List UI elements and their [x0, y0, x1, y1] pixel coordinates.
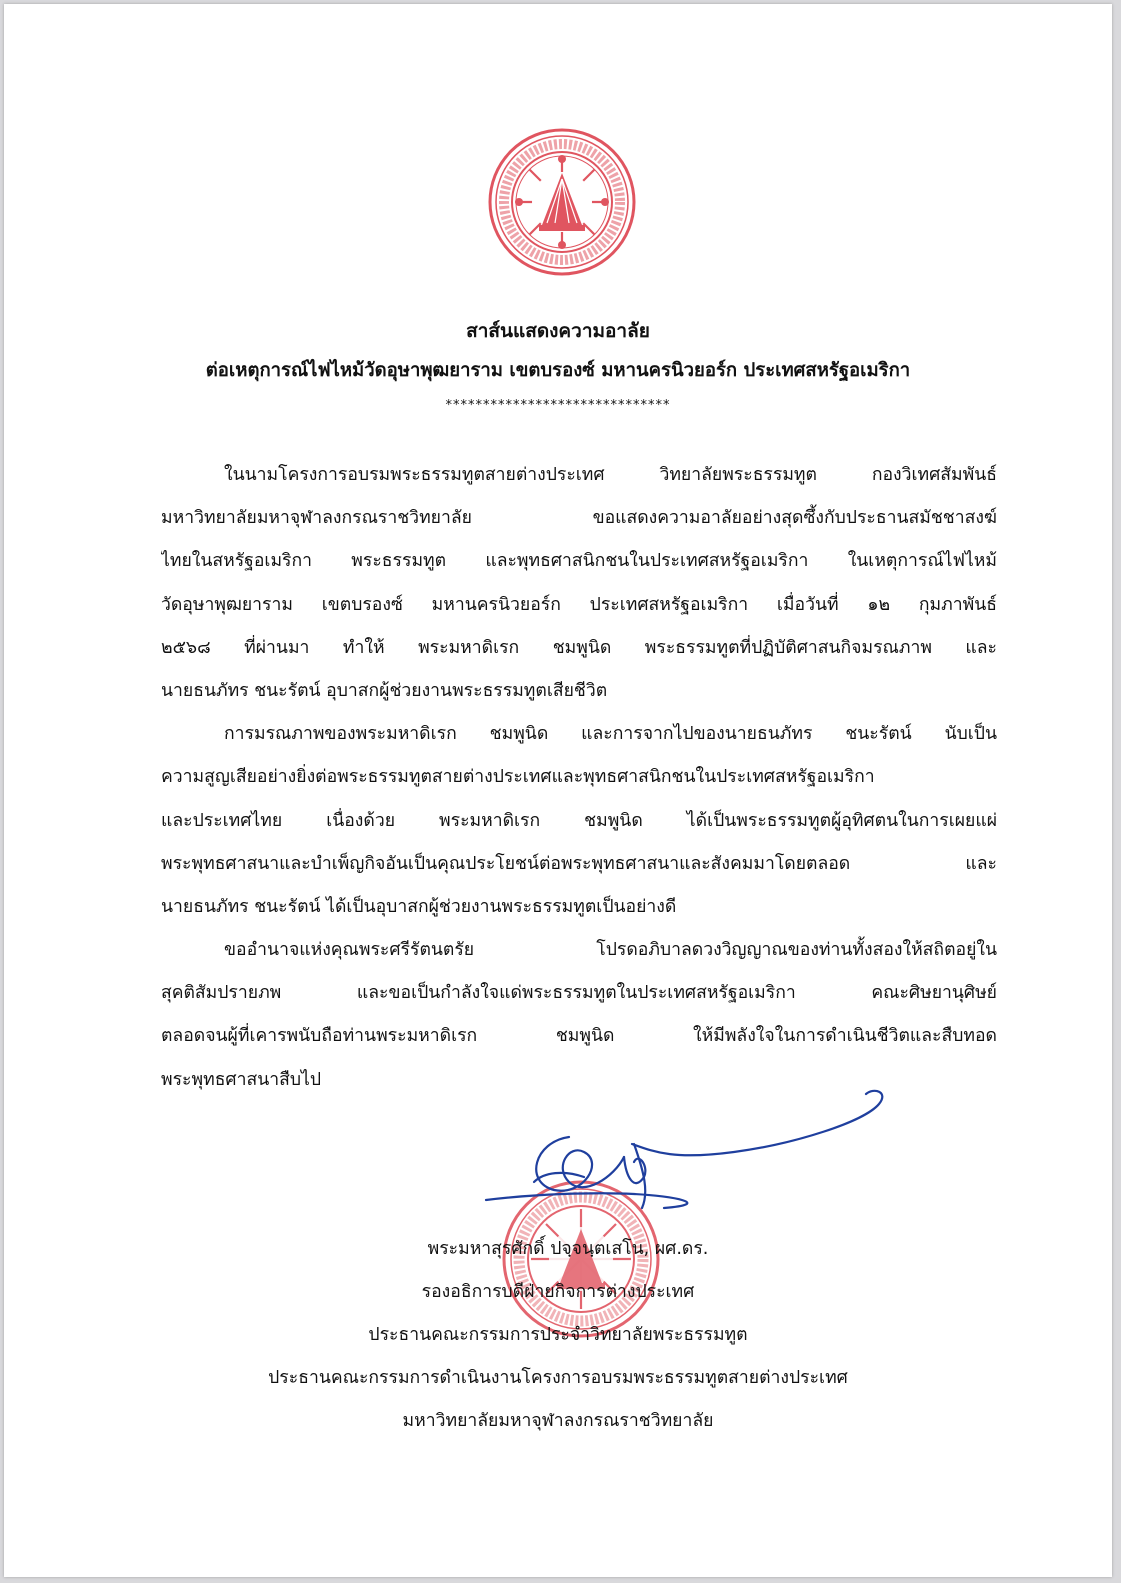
paragraph-line: พระพุทธศาสนาสืบไป [161, 1069, 322, 1090]
paragraph-line: พระพุทธศาสนาและบำเพ็ญกิจอันเป็นคุณประโยชน์ต่อพระพุทธศาสนาและสังคมมาโดยตลอด และ [161, 853, 997, 874]
paragraph-line: นายธนภัทร ชนะรัตน์ ได้เป็นอุบาสกผู้ช่วยงานพระธรรมทูตเป็นอย่างดี [161, 896, 677, 917]
signatory-name: พระมหาสุรศักดิ์ ปจฺจนฺตเสโน, ผศ.ดร. [427, 1239, 709, 1259]
paragraph-line: ในนามโครงการอบรมพระธรรมทูตสายต่างประเทศ วิทยาลัยพระธรรมทูต กองวิเทศสัมพันธ์ [224, 465, 997, 485]
paragraph-line: ความสูญเสียอย่างยิ่งต่อพระธรรมทูตสายต่างประเทศและพุทธศาสนิกชนในประเทศสหรัฐอเมริกา [161, 767, 875, 788]
paragraph-line: วัดอุษาพุฒยาราม เขตบรองซ์ มหานครนิวยอร์ก ประเทศสหรัฐอเมริกา เมื่อวันที่ ๑๒ กุมภาพันธ์ [161, 594, 997, 615]
signatory-position: รองอธิการบดีฝ่ายกิจการต่างประเทศ [421, 1282, 695, 1302]
signature-block [4, 1074, 1112, 1494]
paragraph-line: สุคติสัมปรายภพ และขอเป็นกำลังใจแด่พระธรรมทูตในประเทศสหรัฐอเมริกา คณะศิษยานุศิษย์ [161, 983, 997, 1004]
paragraph-line: นายธนภัทร ชนะรัตน์ อุบาสกผู้ช่วยงานพระธรรมทูตเสียชีวิต [161, 680, 608, 701]
handwritten-signature [474, 1082, 894, 1252]
letter-page [4, 4, 1112, 1577]
signatory-position: ประธานคณะกรรมการประจำวิทยาลัยพระธรรมทูต [368, 1325, 748, 1345]
letter-title: สาส์นแสดงความอาลัย [466, 320, 650, 342]
paragraph-line: มหาวิทยาลัยมหาจุฬาลงกรณราชวิทยาลัย ขอแสดงความอาลัยอย่างสุดซึ้งกับประธานสมัชชาสงฆ์ [161, 508, 997, 529]
paragraph-line: ไทยในสหรัฐอเมริกา พระธรรมทูต และพุทธศาสนิกชนในประเทศสหรัฐอเมริกา ในเหตุการณ์ไฟไหม้ [161, 551, 997, 572]
paragraph-line: ๒๕๖๘ ที่ผ่านมา ทำให้ พระมหาดิเรก ชมพูนิด พระธรรมทูตที่ปฏิบัติศาสนกิจมรณภาพ และ [161, 637, 997, 658]
signatory-institution: มหาวิทยาลัยมหาจุฬาลงกรณราชวิทยาลัย [402, 1411, 714, 1431]
paragraph-line: การมรณภาพของพระมหาดิเรก ชมพูนิด และการจากไปของนายธนภัทร ชนะรัตน์ นับเป็น [224, 724, 997, 745]
signatory-position: ประธานคณะกรรมการดำเนินงานโครงการอบรมพระธรรมทูตสายต่างประเทศ [268, 1368, 848, 1388]
letter-subtitle: ต่อเหตุการณ์ไฟไหม้วัดอุษาพุฒยาราม เขตบรองซ์ มหานครนิวยอร์ก ประเทศสหรัฐอเมริกา [205, 360, 911, 381]
paragraph-line: และประเทศไทย เนื่องด้วย พระมหาดิเรก ชมพูนิด ได้เป็นพระธรรมทูตผู้อุทิศตนในการเผยแผ่ [161, 810, 997, 831]
paragraph-line: ตลอดจนผู้ที่เคารพนับถือท่านพระมหาดิเรก ชมพูนิด ให้มีพลังใจในการดำเนินชีวิตและสืบทอด [161, 1026, 997, 1047]
separator-stars: ****************************** [445, 398, 671, 413]
university-seal-logo [487, 127, 637, 277]
paragraph-line: ขออำนาจแห่งคุณพระศรีรัตนตรัย โปรดอภิบาลดวงวิญญาณของท่านทั้งสองให้สถิตอยู่ใน [224, 940, 997, 961]
letter-body [161, 454, 997, 1102]
